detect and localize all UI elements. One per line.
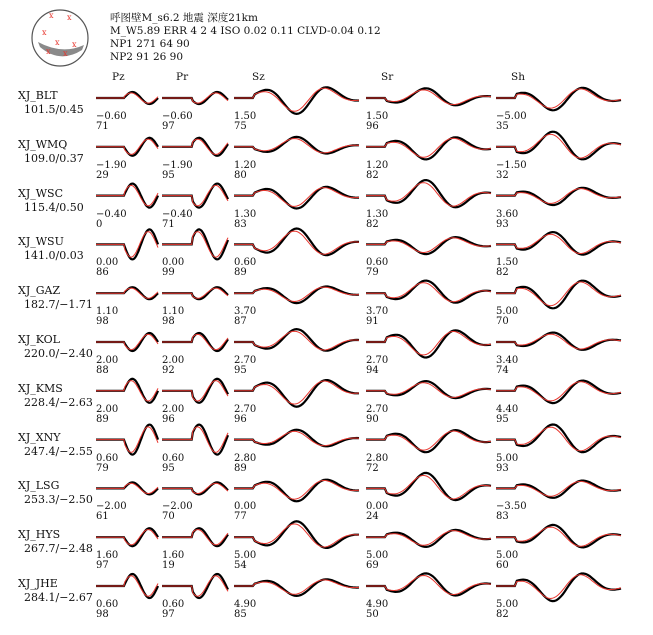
time-shift: −5.00 [496,111,527,122]
station-distance: 247.4/−2.55 [24,444,93,458]
station-distance: 141.0/0.03 [24,249,84,263]
observed-trace [234,521,359,548]
cross-correlation: 71 [162,218,175,230]
synthetic-trace [96,381,158,401]
synthetic-trace [234,381,359,404]
time-shift: 0.60 [162,452,185,464]
synthetic-trace [96,427,158,452]
observed-trace [234,430,359,447]
time-shift: 0.00 [366,501,389,513]
synthetic-trace [366,476,491,500]
polarity-mark: x [49,11,54,20]
station-distance: 253.3/−2.50 [24,493,93,507]
time-shift: 1.50 [496,257,519,269]
cross-correlation: 80 [234,169,247,181]
observed-trace [234,137,359,154]
observed-trace [234,287,359,304]
cross-correlation: 92 [162,365,175,376]
cross-correlation: 98 [162,316,175,328]
time-shift: 0.60 [162,599,185,610]
cross-correlation: 94 [366,365,379,376]
time-shift: 2.70 [234,355,257,366]
station-distance: 284.1/−2.67 [24,591,93,604]
synthetic-trace [162,427,228,452]
time-shift: −1.90 [162,159,193,171]
polarity-mark: x [67,13,72,22]
time-shift: 1.20 [366,159,389,171]
synthetic-trace [234,231,359,254]
cross-correlation: 86 [96,267,109,279]
synthetic-trace [96,232,158,257]
cross-correlation: 72 [366,462,379,474]
time-shift: 1.50 [234,111,257,122]
station-name: XJ_BLT [18,89,58,102]
observed-trace [234,579,359,596]
cross-correlation: 79 [96,462,109,474]
cross-correlation: 95 [162,462,175,474]
time-shift: 3.70 [234,306,257,318]
time-shift: −1.90 [96,159,127,171]
time-shift: 2.80 [234,452,257,464]
time-shift: −0.60 [162,111,193,122]
cross-correlation: 74 [496,365,509,376]
synthetic-trace [234,524,359,547]
cross-correlation: 97 [162,609,175,620]
header-title: 呼图壁M_s6.2 地震 深度21km [110,12,258,24]
time-shift: 5.00 [496,306,519,318]
time-shift: 5.00 [234,550,257,562]
cross-correlation: 82 [366,218,379,230]
station-distance: 267.7/−2.48 [24,542,93,556]
time-shift: 1.20 [234,159,257,171]
station-name: XJ_XNY [18,430,61,444]
cross-correlation: 85 [234,609,247,620]
time-shift: 0.60 [96,452,119,464]
station-distance: 220.0/−2.40 [24,347,93,360]
polarity-mark: x [46,47,51,56]
synthetic-trace [96,139,158,154]
station-name: XJ_JHE [18,577,58,590]
time-shift: 1.10 [96,306,119,318]
synthetic-trace [96,334,158,349]
cross-correlation: 89 [234,267,247,279]
cross-correlation: 82 [496,609,509,620]
synthetic-trace [366,331,491,355]
column-label-sr: Sr [381,71,394,83]
time-shift: 4.90 [234,599,257,610]
synthetic-trace [96,530,158,545]
cross-correlation: 69 [366,560,379,572]
observed-trace [234,380,359,407]
column-label-sh: Sh [511,71,525,83]
observed-trace [234,187,359,209]
synthetic-trace [162,576,228,596]
time-shift: 5.00 [496,550,519,562]
cross-correlation: 96 [366,121,379,132]
time-shift: 2.70 [366,403,389,415]
time-shift: −2.00 [162,501,193,513]
cross-correlation: 83 [234,218,247,230]
station-name: XJ_HYS [18,528,61,542]
header-np2: NP2 91 26 90 [110,51,184,63]
cross-correlation: 96 [162,413,175,425]
polarity-mark: x [72,40,77,49]
time-shift: −1.50 [496,159,527,171]
cross-correlation: 32 [496,169,509,181]
cross-correlation: 89 [96,413,109,425]
cross-correlation: 93 [496,218,509,230]
time-shift: 1.50 [366,111,389,122]
time-shift: 2.70 [234,403,257,415]
synthetic-trace [96,576,158,596]
time-shift: 1.30 [366,208,389,220]
time-shift: 4.90 [366,599,389,610]
time-shift: 5.00 [496,452,519,464]
time-shift: 0.00 [234,501,257,513]
station-name: XJ_WSU [18,235,64,249]
time-shift: 2.80 [366,452,389,464]
time-shift: 3.40 [496,355,519,366]
cross-correlation: 50 [366,609,379,620]
station-name: XJ_WMQ [18,137,68,151]
time-shift: 2.00 [96,355,119,366]
header-np1: NP1 271 64 90 [110,38,190,50]
time-shift: 5.00 [366,550,389,562]
cross-correlation: 95 [496,413,509,425]
synthetic-trace [234,331,359,350]
observed-trace [234,480,359,502]
time-shift: 0.00 [96,257,119,269]
cross-correlation: 95 [234,365,247,376]
polarity-mark: x [63,49,68,58]
time-shift: −0.60 [96,111,127,122]
time-shift: −0.40 [96,208,127,220]
column-label-sz: Sz [252,71,265,83]
time-shift: 2.00 [162,403,185,415]
time-shift: 0.60 [234,257,257,269]
cross-correlation: 97 [96,560,109,572]
cross-correlation: 98 [96,609,109,620]
cross-correlation: 77 [234,511,247,523]
cross-correlation: 89 [234,462,247,474]
synthetic-trace [96,185,158,205]
time-shift: 3.60 [496,208,519,220]
time-shift: −2.00 [96,501,127,513]
synthetic-trace [234,480,359,499]
header-solution: M_W5.89 ERR 4 2 4 ISO 0.02 0.11 CLVD-0.04 0.12 [110,25,381,37]
time-shift: 1.30 [234,208,257,220]
time-shift: 1.60 [162,550,185,562]
synthetic-trace [234,188,359,207]
cross-correlation: 75 [234,121,247,132]
cross-correlation: 87 [234,316,247,328]
time-shift: 0.00 [162,257,185,269]
observed-trace [234,229,359,256]
cross-correlation: 24 [366,511,379,523]
cross-correlation: 90 [366,413,379,425]
cross-correlation: 95 [162,169,175,181]
cross-correlation: 35 [496,121,509,132]
cross-correlation: 19 [162,560,175,572]
station-distance: 115.4/0.50 [24,200,84,214]
cross-correlation: 0 [96,218,103,230]
station-name: XJ_KMS [18,381,63,395]
time-shift: 2.00 [162,355,185,366]
cross-correlation: 29 [96,169,109,181]
synthetic-trace [96,93,158,103]
cross-correlation: 82 [366,169,379,181]
time-shift: −3.50 [496,501,527,513]
time-shift: 1.60 [96,550,119,562]
time-shift: −0.40 [162,208,193,220]
cross-correlation: 82 [496,267,509,279]
cross-correlation: 54 [234,560,247,572]
cross-correlation: 96 [234,413,247,425]
column-label-pr: Pr [176,71,189,83]
cross-correlation: 83 [496,511,509,523]
cross-correlation: 97 [162,121,175,132]
synthetic-trace [162,381,228,401]
cross-correlation: 70 [496,316,509,328]
station-name: XJ_LSG [18,479,60,493]
cross-correlation: 98 [96,316,109,328]
time-shift: 2.70 [366,355,389,366]
cross-correlation: 91 [366,316,379,328]
station-distance: 109.0/0.37 [24,151,84,165]
cross-correlation: 79 [366,267,379,279]
synthetic-trace [366,183,491,207]
synthetic-trace [162,185,228,205]
cross-correlation: 93 [496,462,509,474]
polarity-mark: x [55,38,60,47]
synthetic-trace [96,288,158,298]
station-distance: 228.4/−2.63 [24,395,93,409]
station-name: XJ_GAZ [18,284,61,298]
cross-correlation: 99 [162,267,175,279]
observed-trace [234,329,359,351]
synthetic-trace [234,88,359,111]
time-shift: 0.60 [366,257,389,269]
cross-correlation: 70 [162,511,175,523]
time-shift: 0.60 [96,599,119,610]
station-distance: 182.7/−1.71 [24,298,93,312]
time-shift: 1.10 [162,306,185,318]
polarity-mark: x [42,28,47,37]
observed-trace [234,87,359,114]
synthetic-trace [96,483,158,493]
synthetic-trace [162,232,228,257]
cross-correlation: 60 [496,560,509,572]
station-name: XJ_KOL [18,333,60,346]
cross-correlation: 61 [96,511,109,523]
time-shift: 3.70 [366,306,389,318]
time-shift: 5.00 [496,599,519,610]
cross-correlation: 71 [96,121,109,132]
cross-correlation: 88 [96,365,109,376]
time-shift: 4.40 [496,403,519,415]
station-name: XJ_WSC [18,186,63,200]
station-distance: 101.5/0.45 [24,103,84,116]
time-shift: 2.00 [96,403,119,415]
column-label-pz: Pz [112,71,125,83]
